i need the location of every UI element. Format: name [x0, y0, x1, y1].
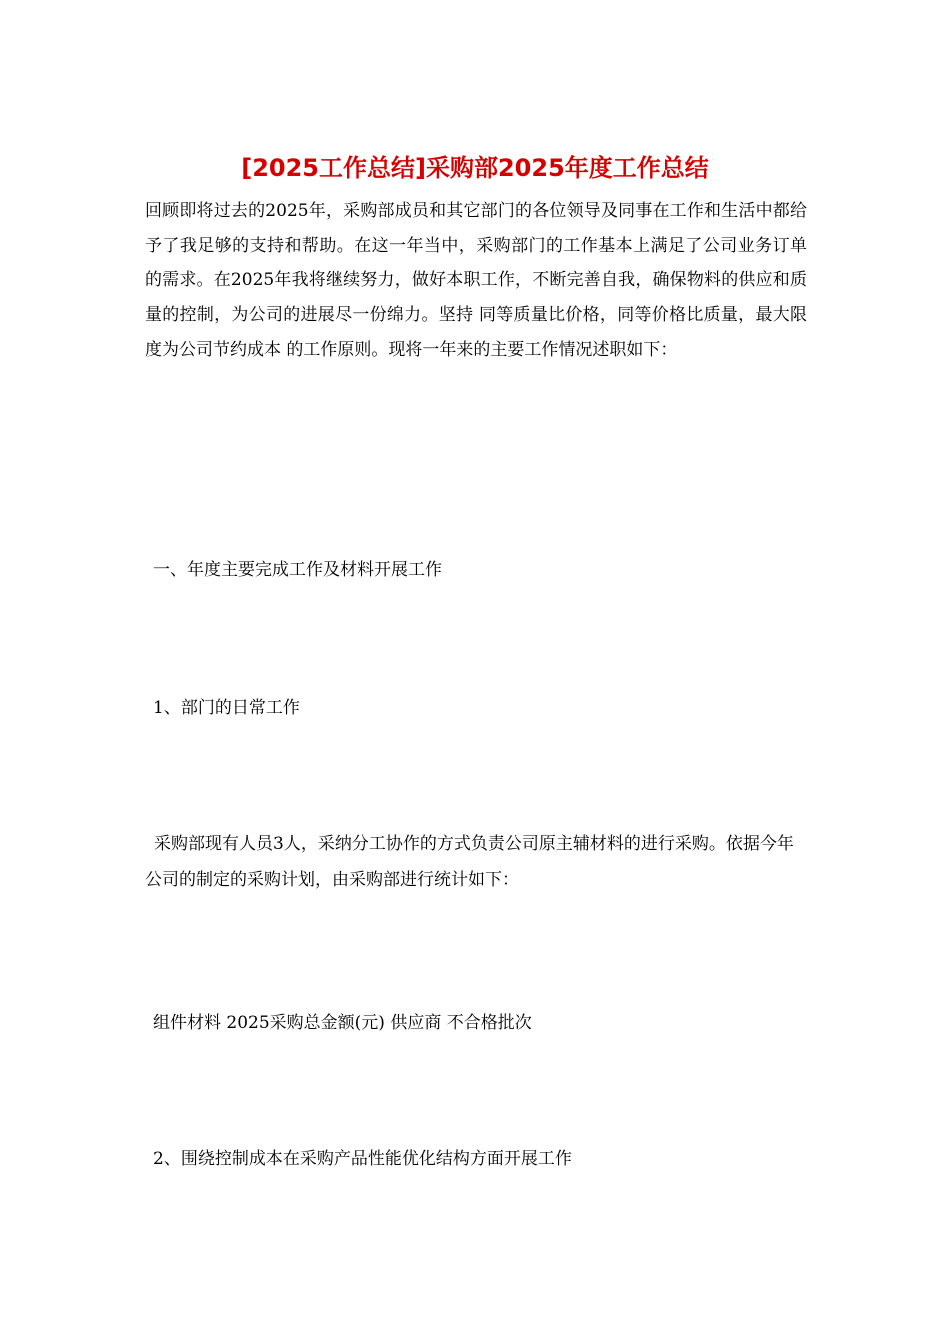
table-header-line: 组件材料 2025采购总金额(元) 供应商 不合格批次	[153, 1013, 532, 1033]
item-heading-1: 1、部门的日常工作	[153, 698, 300, 718]
document-title: [2025工作总结]采购部2025年度工作总结	[241, 154, 709, 182]
intro-paragraph: 回顾即将过去的2025年，采购部成员和其它部门的各位领导及同事在工作和生活中都给予了我足够的支持和帮助。在这一年当中，采购部门的工作基本上满足了公司业务订单的需求。在2025年我将继续努力，做好本职工作，不断完善自我，确保物料的供应和质量的控制，为公司的进展尽一份绵力。坚持 同等质量比价格，同等价格比质量，最大限度为公司节约成本 的工作原则。现将一年来的主要工作情况述职如下：	[145, 201, 807, 360]
section-heading: 一、年度主要完成工作及材料开展工作	[153, 560, 442, 580]
item-1-paragraph: 采购部现有人员3人，采纳分工协作的方式负责公司原主辅材料的进行采购。依据今年公司的制定的采购计划，由采购部进行统计如下：	[145, 834, 794, 890]
item-heading-2: 2、围绕控制成本在采购产品性能优化结构方面开展工作	[153, 1149, 572, 1169]
